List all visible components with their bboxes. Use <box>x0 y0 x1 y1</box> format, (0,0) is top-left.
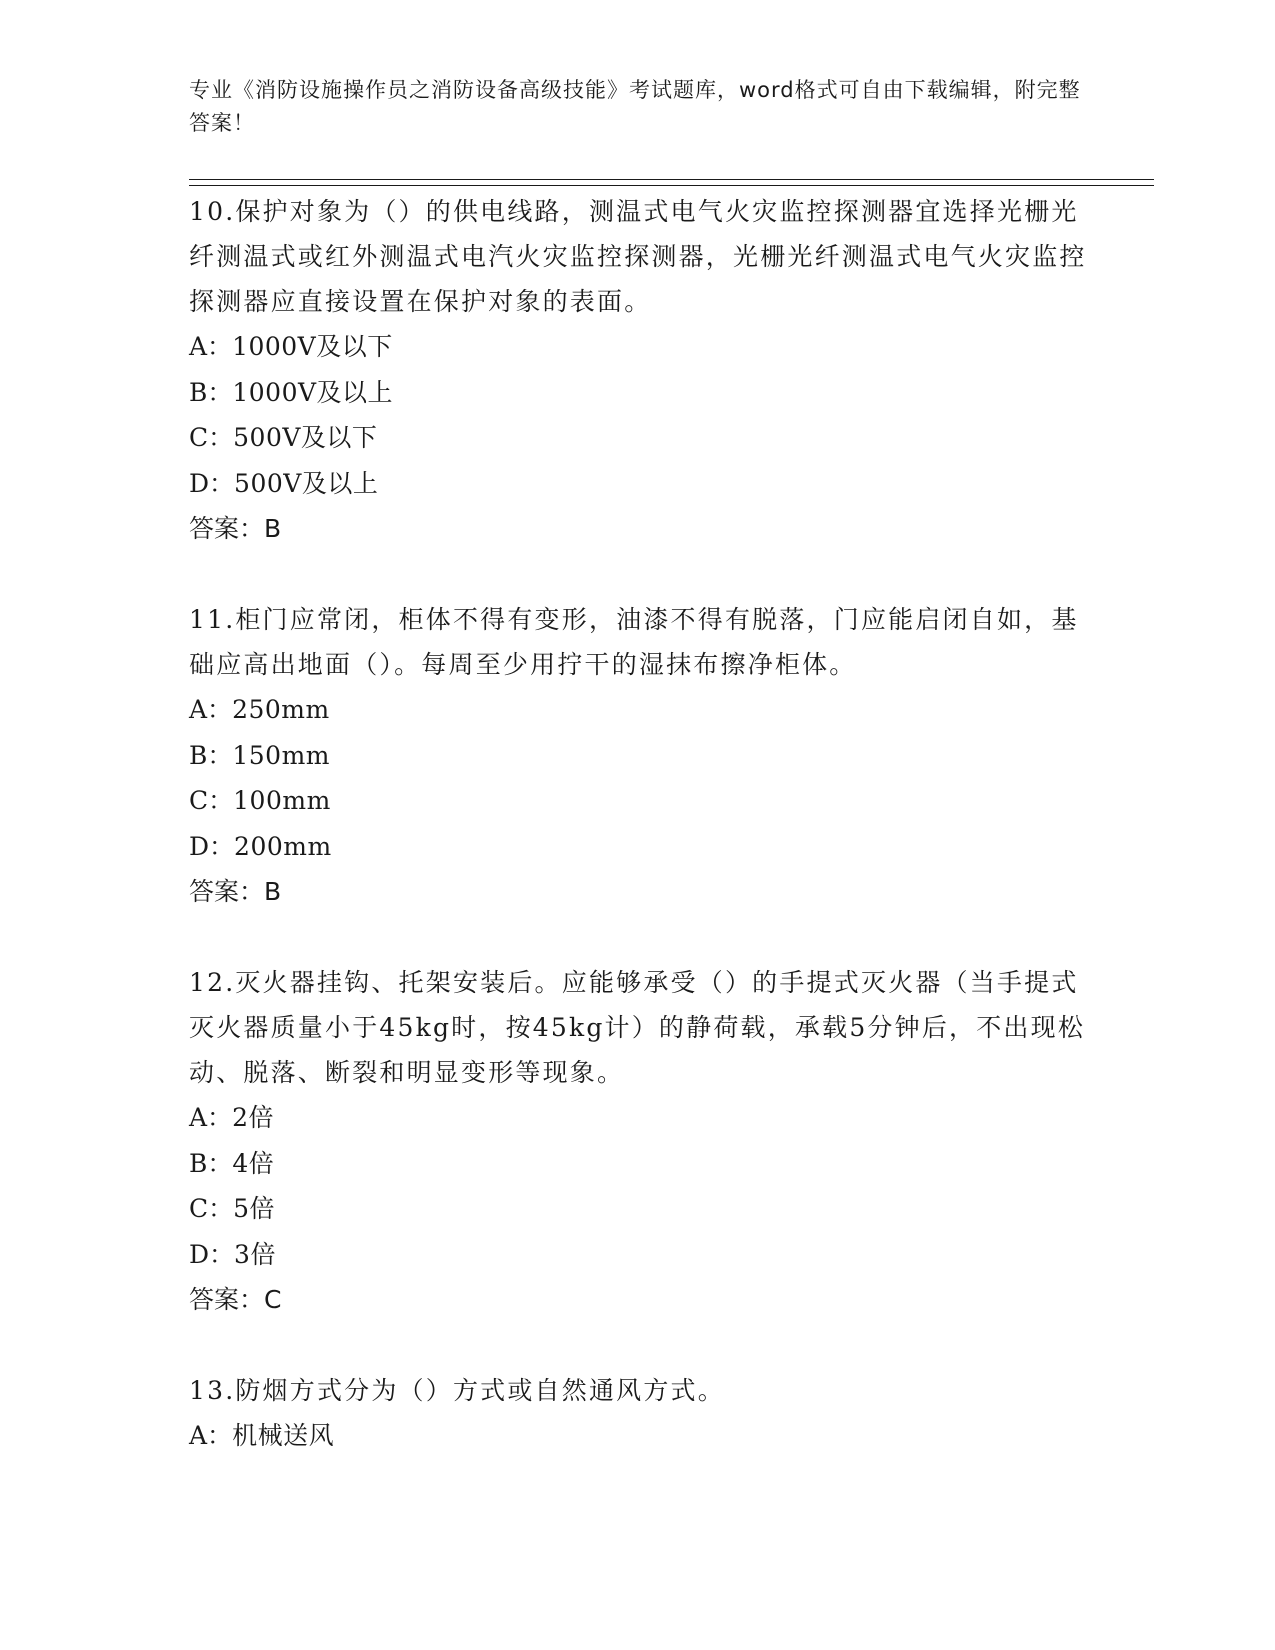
option-letter: A： <box>189 1421 233 1450</box>
option-a <box>189 687 1089 733</box>
question-stem: 12.灭火器挂钩、托架安装后。应能够承受（）的手提式灭火器（当手提式灭火器质量小于45kg时，按45kg计）的静荷载，承载5分钟后，不出现松动、脱落、断裂和明显变形等现象。 <box>189 968 1086 1087</box>
option-letter: D： <box>189 1239 235 1269</box>
option-c <box>189 415 1089 461</box>
option-text: 2倍 <box>232 1103 274 1132</box>
question-stem: 13.防烟方式分为（）方式或自然通风方式。 <box>189 1376 725 1405</box>
option-letter: B： <box>189 740 233 770</box>
option-letter: C： <box>189 1194 234 1223</box>
option-text: 5倍 <box>233 1194 276 1223</box>
option-b <box>189 370 1089 416</box>
option-letter: C： <box>189 786 234 815</box>
option-letter: A： <box>189 1103 233 1132</box>
option-text: 1000V及以下 <box>232 332 393 361</box>
question-11 <box>189 597 1089 914</box>
option-d <box>189 1232 1089 1278</box>
question-12 <box>189 960 1089 1322</box>
option-d <box>189 824 1089 870</box>
option-c <box>189 1186 1089 1232</box>
option-a <box>189 1095 1089 1141</box>
option-text: 3倍 <box>234 1239 276 1269</box>
option-letter: C： <box>189 423 234 452</box>
question-stem: 11.柜门应常闭，柜体不得有变形，油漆不得有脱落，门应能启闭自如，基础应高出地面（）。每周至少用拧干的湿抹布擦净柜体。 <box>189 605 1079 679</box>
option-letter: D： <box>189 831 235 861</box>
option-a <box>189 1413 1089 1459</box>
option-text: 200mm <box>234 831 332 861</box>
header-divider-bottom <box>189 185 1154 186</box>
question-10 <box>189 189 1089 551</box>
option-text: 150mm <box>232 740 331 770</box>
option-d <box>189 461 1089 507</box>
answer-line: 答案：C <box>189 1285 282 1314</box>
option-letter: A： <box>189 332 233 361</box>
option-text: 100mm <box>233 786 331 815</box>
option-text: 250mm <box>232 695 330 724</box>
option-c <box>189 778 1089 824</box>
option-b <box>189 1141 1089 1187</box>
option-text: 500V及以下 <box>233 423 378 452</box>
option-text: 4倍 <box>232 1148 275 1178</box>
option-text: 500V及以上 <box>234 468 379 498</box>
option-letter: B： <box>189 1148 233 1178</box>
question-stem: 10.保护对象为（）的供电线路，测温式电气火灾监控探测器宜选择光栅光纤测温式或红外测温式电汽火灾监控探测器，光栅光纤测温式电气火灾监控探测器应直接设置在保护对象的表面。 <box>189 197 1087 316</box>
option-a <box>189 324 1089 370</box>
answer-line: 答案：B <box>189 514 282 543</box>
option-letter: B： <box>189 377 233 407</box>
document-header: 专业《消防设施操作员之消防设备高级技能》考试题库，word格式可自由下载编辑，附完整答案！ <box>189 78 1081 135</box>
option-b <box>189 733 1089 779</box>
question-13 <box>189 1368 1089 1459</box>
option-letter: D： <box>189 468 235 498</box>
option-text: 1000V及以上 <box>232 377 394 407</box>
answer-line: 答案：B <box>189 877 282 906</box>
option-letter: A： <box>189 695 233 724</box>
header-divider-top <box>189 179 1154 180</box>
option-text: 机械送风 <box>232 1421 335 1450</box>
